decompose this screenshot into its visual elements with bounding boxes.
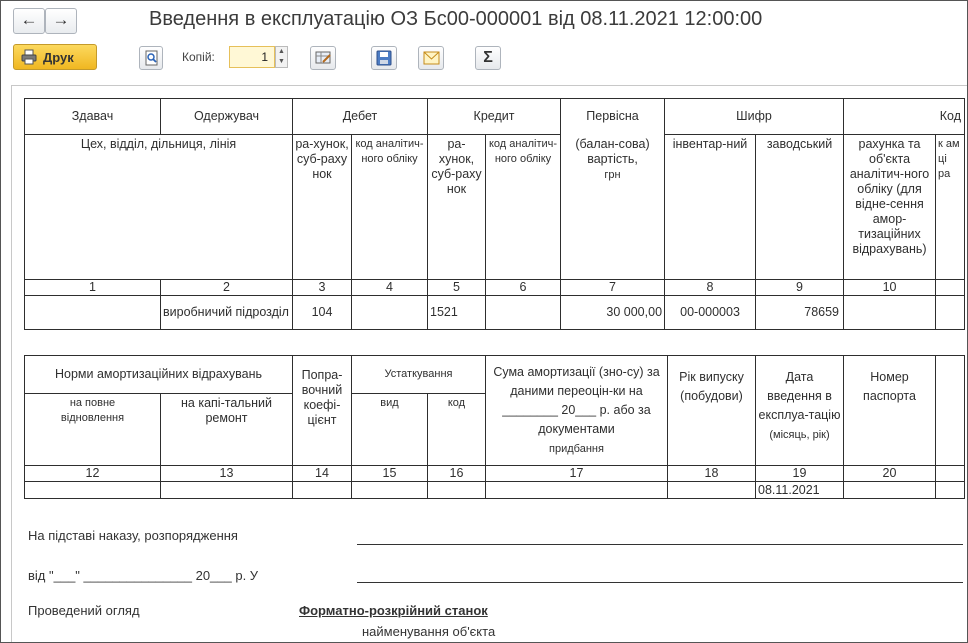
printer-icon xyxy=(21,49,37,65)
cell-debet-kod xyxy=(352,296,428,330)
table-number-row xyxy=(25,466,965,482)
cell-empty xyxy=(936,482,965,499)
col-number: 3 xyxy=(293,280,352,296)
cell-empty xyxy=(293,482,352,499)
cell-empty xyxy=(844,482,936,499)
cell-empty xyxy=(352,482,428,499)
header-kod: Код xyxy=(844,99,965,135)
header-kod-rakhunku: рахунка та об'єкта аналітич-ного обліку (для відне-сення амор-тизаційних відрахувань) xyxy=(844,135,936,280)
header-popravochnyi: Попра-вочний коефі-цієнт xyxy=(293,356,352,466)
envelope-icon xyxy=(423,51,440,65)
object-caption: найменування об'єкта xyxy=(362,624,496,639)
footer-pidstavi: На підставі наказу, розпорядження xyxy=(28,528,238,543)
cell-zavodskyi: 78659 xyxy=(756,296,844,330)
table-number-row xyxy=(25,280,965,296)
cell-empty xyxy=(161,482,293,499)
header-vartist-unit: грн xyxy=(604,168,621,181)
table-depreciation xyxy=(24,355,965,499)
col-number: 16 xyxy=(428,466,486,482)
col-number: 19 xyxy=(756,466,844,482)
spin-up-icon: ▲ xyxy=(278,48,285,55)
header-ustatkuvannia: Устаткування xyxy=(352,356,486,394)
magnifier-page-icon xyxy=(144,50,160,66)
cell-kredyt-rakhunok: 1521 xyxy=(428,296,486,330)
col-number: 18 xyxy=(668,466,756,482)
header-nomer: Номер паспорта xyxy=(844,356,936,466)
header-tsekh: Цех, відділ, дільниця, лінія xyxy=(25,135,293,280)
col-number-empty xyxy=(936,466,965,482)
copies-spinner[interactable] xyxy=(275,46,288,68)
col-number: 8 xyxy=(665,280,756,296)
cell-kod-cut xyxy=(936,296,965,330)
col-number: 14 xyxy=(293,466,352,482)
print-button[interactable] xyxy=(13,44,97,70)
col-number: 6 xyxy=(486,280,561,296)
header-data-unit: (місяць, рік) xyxy=(769,429,830,441)
object-name: Форматно-розкрійний станок xyxy=(299,603,488,618)
header-data-text: Дата введення в експлуа-тацію xyxy=(758,370,841,422)
window-title: Введення в експлуатацію ОЗ Бс00-000001 від 08.11.2021 12:00:00 xyxy=(149,8,763,30)
header-zdavach: Здавач xyxy=(25,99,161,135)
arrow-right-icon: → xyxy=(52,10,70,29)
forward-button[interactable] xyxy=(45,8,77,34)
spin-down-icon: ▼ xyxy=(278,58,285,65)
header-kredyt-rakhunok: ра-хунок, суб-раху нок xyxy=(428,135,486,280)
cell-empty xyxy=(668,482,756,499)
header-na-kapitalnyi: на капі-тальний ремонт xyxy=(161,394,293,466)
cell-zdavach xyxy=(25,296,161,330)
cell-empty xyxy=(486,482,668,499)
header-zavodskyi: заводський xyxy=(756,135,844,280)
col-number: 7 xyxy=(561,280,665,296)
table-main xyxy=(24,98,965,330)
header-kredyt-kod: код аналітич-ного обліку xyxy=(486,135,561,280)
cell-empty xyxy=(25,482,161,499)
col-number: 20 xyxy=(844,466,936,482)
footer-ohliad: Проведений огляд xyxy=(28,603,140,618)
print-label: Друк xyxy=(43,50,74,65)
col-number: 10 xyxy=(844,280,936,296)
header-normy: Норми амортизаційних відрахувань xyxy=(25,356,293,394)
footer-vid: від "___" _______________ 20___ р. У xyxy=(28,568,259,583)
cell-data: 08.11.2021 xyxy=(756,482,844,499)
header-suma-text: Сума амортизації (зно-су) за даними переоцін-ки на ________ 20___ р. або за документами xyxy=(493,364,660,436)
copies-label: Копій: xyxy=(182,50,215,64)
preview-button[interactable] xyxy=(139,46,163,70)
edit-button[interactable] xyxy=(310,46,336,70)
arrow-left-icon: ← xyxy=(20,10,38,29)
footer-line xyxy=(357,582,963,583)
header-suma-prydbannia: придбання xyxy=(549,442,604,455)
header-vidnovlennia: відновлення xyxy=(60,412,125,424)
header-inventarnyi: інвентар-ний xyxy=(665,135,756,280)
header-pervisna: Первісна xyxy=(561,99,665,135)
title-bar xyxy=(1,1,967,39)
header-data xyxy=(756,356,844,466)
cell-empty xyxy=(428,482,486,499)
sigma-icon: Σ xyxy=(483,49,493,66)
header-empty xyxy=(936,356,965,466)
header-kredyt: Кредит xyxy=(428,99,561,135)
send-email-button[interactable] xyxy=(418,46,444,70)
cell-debet-rakhunok: 104 xyxy=(293,296,352,330)
col-number: 1 xyxy=(25,280,161,296)
footer-line xyxy=(357,544,963,545)
edit-table-icon xyxy=(315,50,332,66)
col-number: 4 xyxy=(352,280,428,296)
header-debet-kod: код аналітич-ного обліку xyxy=(352,135,428,280)
col-number: 13 xyxy=(161,466,293,482)
header-suma xyxy=(486,356,668,466)
back-button[interactable] xyxy=(13,8,45,34)
cell-oderzhuvach: виробничий підрозділ xyxy=(161,296,293,330)
report-sheet xyxy=(11,85,968,643)
header-kod: код xyxy=(428,394,486,466)
save-button[interactable] xyxy=(371,46,397,70)
cell-vartist: 30 000,00 xyxy=(561,296,665,330)
toolbar xyxy=(1,41,967,73)
col-number: 12 xyxy=(25,466,161,482)
col-number: 2 xyxy=(161,280,293,296)
header-na-povne xyxy=(25,394,161,466)
header-vartist xyxy=(561,135,665,280)
header-vartist-text: (балан-сова) вартість, xyxy=(575,136,650,166)
header-rik: Рік випуску (побудови) xyxy=(668,356,756,466)
header-oderzhuvach: Одержувач xyxy=(161,99,293,135)
header-kod-cut: к ам ці ра xyxy=(936,135,965,280)
col-number-empty xyxy=(936,280,965,296)
header-shyfr: Шифр xyxy=(665,99,844,135)
header-vyd: вид xyxy=(352,394,428,466)
table-row xyxy=(25,482,965,499)
col-number: 15 xyxy=(352,466,428,482)
header-na-povne-text: на повне xyxy=(69,397,116,409)
sum-button[interactable] xyxy=(475,46,501,70)
cell-kod xyxy=(844,296,936,330)
header-debet: Дебет xyxy=(293,99,428,135)
header-debet-rakhunok: ра-хунок, суб-раху нок xyxy=(293,135,352,280)
cell-kredyt-kod xyxy=(486,296,561,330)
cell-inventarnyi: 00-000003 xyxy=(665,296,756,330)
copies-input[interactable]: 1 xyxy=(229,46,275,68)
save-disk-icon xyxy=(376,50,392,66)
col-number: 5 xyxy=(428,280,486,296)
table-row xyxy=(25,296,965,330)
col-number: 9 xyxy=(756,280,844,296)
col-number: 17 xyxy=(486,466,668,482)
